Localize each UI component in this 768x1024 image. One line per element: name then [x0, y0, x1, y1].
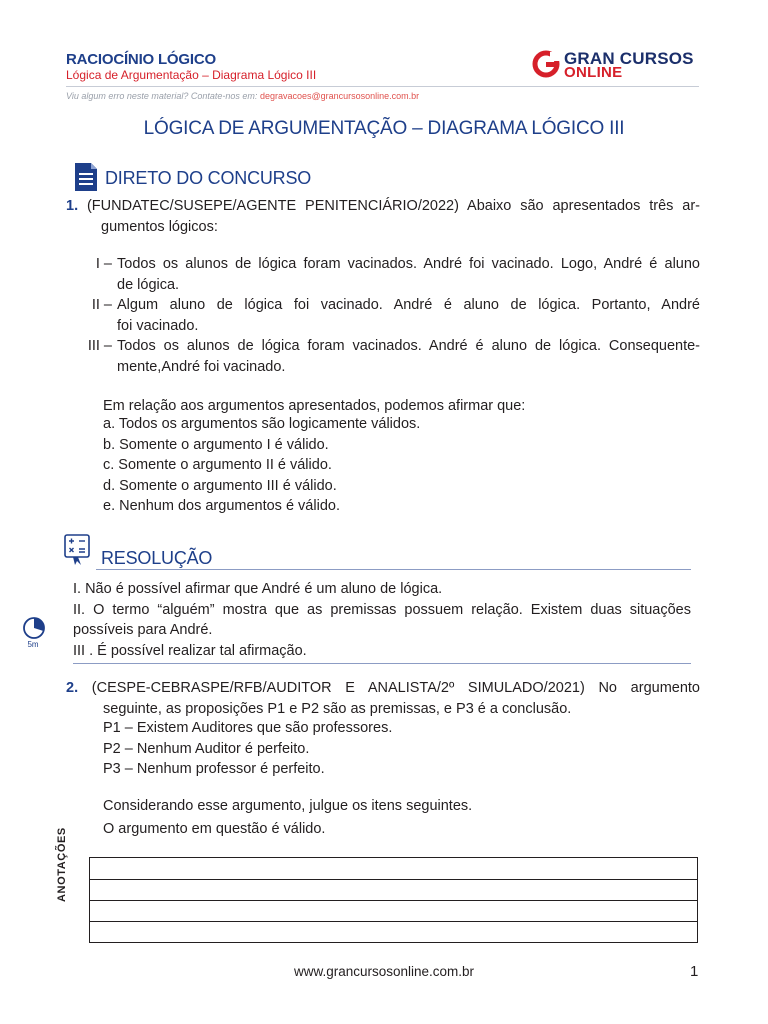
logo-text-online: ONLINE	[564, 64, 623, 81]
timer-icon	[22, 616, 46, 640]
option-item: e. Nenhum dos argumentos é válido.	[103, 498, 340, 514]
argument-label: I –	[95, 256, 112, 272]
notes-line	[90, 921, 697, 922]
resolucao-line: I. Não é possível afirmar que André é um aluno de lógica.	[73, 581, 443, 597]
argument-text: Algum aluno de lógica foi vacinado. André é aluno de lógica. Portanto, André	[117, 297, 700, 313]
notes-line	[90, 900, 697, 901]
contact-email-link[interactable]: degravacoes@grancursosonline.com.br	[259, 91, 420, 101]
gran-cursos-logo	[532, 48, 702, 82]
calculator-icon	[64, 534, 90, 566]
header-divider	[66, 86, 699, 87]
premise-item: P2 – Nenhum Auditor é perfeito.	[103, 740, 310, 757]
contact-prefix: Viu algum erro neste material? Contate-nos em:	[66, 91, 260, 101]
argument-text: de lógica.	[117, 276, 180, 293]
argument-text: Todos os alunos de lógica foram vacinados. André é aluno de lógica. Consequente-	[117, 338, 700, 354]
argument-text: foi vacinado.	[117, 317, 199, 334]
q1-options	[103, 414, 700, 517]
q1-intro	[66, 196, 700, 237]
q1-intro-line2: gumentos lógicos:	[101, 218, 218, 235]
document-icon	[73, 162, 99, 192]
header-contact	[66, 91, 419, 101]
option-item: b. Somente o argumento I é válido.	[103, 436, 329, 453]
option-item: a. Todos os argumentos são logicamente válidos.	[103, 416, 421, 432]
argument-item	[84, 295, 700, 336]
argument-label: II –	[91, 297, 112, 313]
section-title-direto: DIRETO DO CONCURSO	[105, 168, 312, 188]
resolucao-line: II. O termo “alguém” mostra que as premissas possuem relação. Existem duas situações	[73, 601, 691, 618]
resolucao-line: possíveis para André.	[73, 622, 213, 638]
q1-arguments	[84, 254, 700, 377]
section-title-resolucao: RESOLUÇÃO	[101, 548, 213, 568]
option-item: c. Somente o argumento II é válido.	[103, 457, 332, 473]
premise-item: P3 – Nenhum professor é perfeito.	[103, 761, 325, 777]
q2-intro-line2: seguinte, as proposições P1 e P2 são as premissas, e P3 é a conclusão.	[103, 700, 572, 717]
footer-url[interactable]: www.grancursosonline.com.br	[293, 964, 475, 979]
logo-g-icon	[532, 50, 560, 78]
q2-consider: Considerando esse argumento, julgue os itens seguintes.	[103, 798, 473, 814]
argument-label: III –	[87, 338, 112, 354]
header-topic: Lógica de Argumentação – Diagrama Lógico III	[66, 68, 317, 82]
argument-item	[84, 254, 700, 295]
q2-premises	[103, 718, 700, 780]
page-title: LÓGICA DE ARGUMENTAÇÃO – DIAGRAMA LÓGICO III	[143, 118, 625, 139]
argument-text: Todos os alunos de lógica foram vacinados. André foi vacinado. Logo, André é aluno	[117, 256, 700, 272]
resolucao-text	[73, 579, 691, 661]
q2-intro-line1: (CESPE-CEBRASPE/RFB/AUDITOR E ANALISTA/2º SIMULADO/2021) No argumento	[91, 680, 700, 696]
resolucao-bottom-rule	[73, 663, 691, 664]
q2-number: 2.	[66, 680, 79, 696]
q1-intro-line1: (FUNDATEC/SUSEPE/AGENTE PENITENCIÁRIO/2022) Abaixo são apresentados três ar-	[86, 198, 700, 214]
logo-text-gran: GRAN CURSOS	[564, 49, 694, 68]
timer-label: 5m	[27, 640, 39, 649]
resolucao-top-rule	[96, 569, 691, 570]
header-subject: RACIOCÍNIO LÓGICO	[66, 51, 216, 68]
q1-prompt: Em relação aos argumentos apresentados, podemos afirmar que:	[103, 398, 526, 414]
resolucao-line: III . É possível realizar tal afirmação.	[73, 642, 307, 659]
q2-intro	[66, 678, 700, 719]
notes-box[interactable]	[89, 857, 698, 943]
notes-label: ANOTAÇÕES	[56, 827, 68, 902]
page-number: 1	[690, 963, 699, 980]
q2-statement: O argumento em questão é válido.	[103, 821, 326, 837]
q1-number: 1.	[66, 198, 79, 214]
option-item: d. Somente o argumento III é válido.	[103, 477, 337, 494]
argument-item	[84, 336, 700, 377]
notes-line	[90, 879, 697, 880]
premise-item: P1 – Existem Auditores que são professores.	[103, 720, 393, 736]
argument-text: mente,André foi vacinado.	[117, 358, 286, 375]
